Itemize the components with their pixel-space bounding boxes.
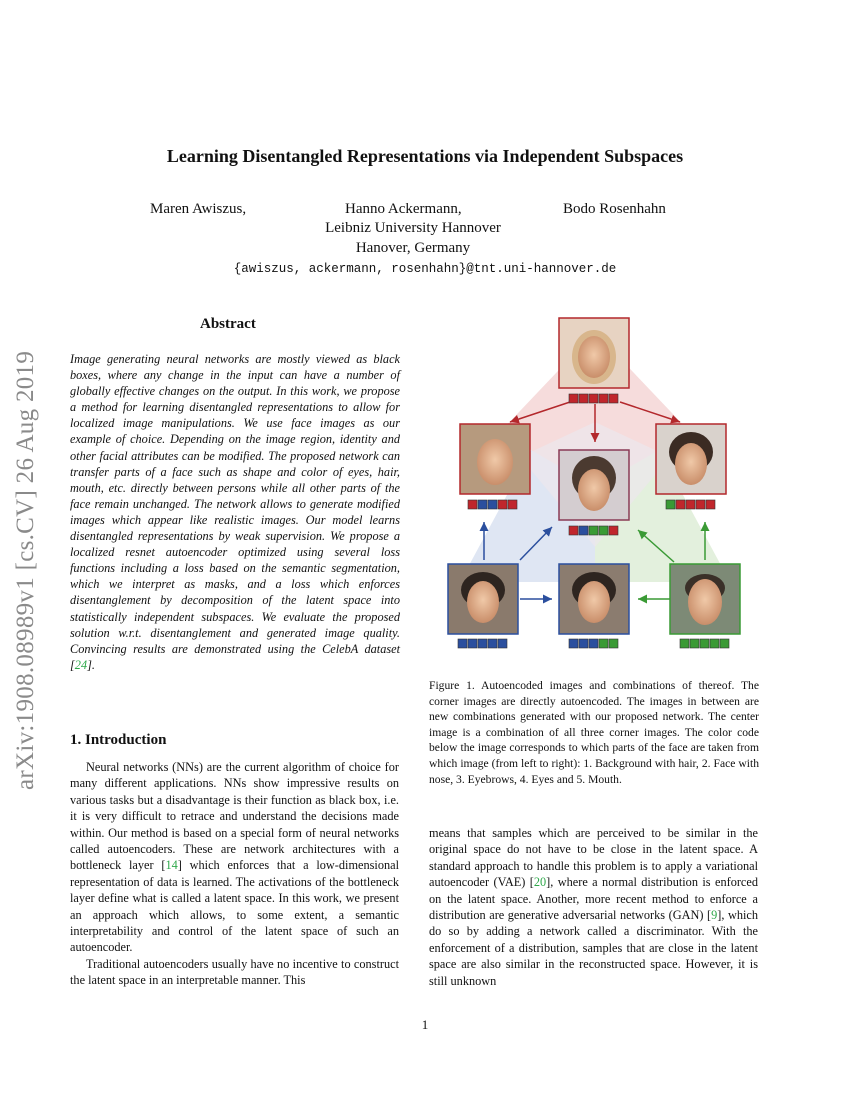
- color-code-cell: [458, 639, 467, 648]
- color-code-cell: [498, 500, 507, 509]
- intro-text: Neural networks (NNs) are the current algorithm of choice for many different applications. NNs show impressive results on various tasks but a disadvantage is their function as black box, i.e. it is very difficult to retrace and understand the decisions made within. Our method is based on a special form of neural networks called autoencoders. These are network architectures with a bottleneck layer [14] which enforces that a low-dimensional representation of data is learned. The activations of the bottleneck layer define what is called a latent space. In this work, we present an approach which allows, to some extent, a semantic interpretability and control of the latent space of such an autoencoder. Traditional autoencoders usually have no incentive to construct the latent space in an interpretable manner. This: [70, 760, 399, 988]
- color-code-cell: [508, 500, 517, 509]
- color-code-cell: [579, 526, 588, 535]
- color-code-cell: [609, 394, 618, 403]
- color-code-cell: [599, 394, 608, 403]
- arxiv-stamp: arXiv:1908.08989v1 [cs.CV] 26 Aug 2019: [12, 350, 39, 790]
- location: Hanover, Germany: [355, 240, 471, 256]
- citation-link[interactable]: 24: [74, 657, 88, 672]
- color-code-cell: [720, 639, 729, 648]
- face-image-top: [559, 318, 629, 388]
- color-code-cell: [478, 639, 487, 648]
- affiliation: Leibniz University Hannover: [325, 220, 501, 236]
- color-code-cell: [488, 639, 497, 648]
- author-emails: {awiszus, ackermann, rosenhahn}@tnt.uni-hannover.de: [233, 262, 617, 276]
- citation-link[interactable]: 20: [533, 875, 547, 890]
- color-code-cell: [579, 394, 588, 403]
- color-code-cell: [569, 639, 578, 648]
- color-code-cell: [706, 500, 715, 509]
- color-code-cell: [696, 500, 705, 509]
- color-code-cell: [599, 639, 608, 648]
- color-code-cell: [710, 639, 719, 648]
- color-code-cell: [690, 639, 699, 648]
- color-code-cell: [676, 500, 685, 509]
- author-2: Hanno Ackermann,: [345, 201, 462, 217]
- color-code-cell: [589, 639, 598, 648]
- author-3: Bodo Rosenhahn: [563, 201, 666, 217]
- face-image-center: [559, 450, 629, 520]
- section-heading-introduction: 1. Introduction: [70, 732, 167, 748]
- color-code-cell: [609, 639, 618, 648]
- color-code-cell: [569, 394, 578, 403]
- author-1: Maren Awiszus,: [150, 201, 247, 217]
- color-code-cell: [589, 526, 598, 535]
- face-image-mid-left: [460, 424, 530, 494]
- figure-caption: Figure 1. Autoencoded images and combinations of thereof. The corner images are directly autoencoded. The images in between are new combinations generated with our proposed network. The center image is a combination of all three corner images. The color code below the image corresponds to which parts of the face are taken from which image (from left to right): 1. Background with hair, 2. Face with nose, 3. Eyebrows, 4. Eyes and 5. Mouth.: [429, 679, 759, 786]
- color-code-cell: [700, 639, 709, 648]
- abstract-heading: Abstract: [200, 316, 256, 332]
- paper-title: Learning Disentangled Representations via Independent Subspaces: [166, 146, 684, 166]
- color-code-cell: [680, 639, 689, 648]
- color-code-cell: [686, 500, 695, 509]
- color-code-cell: [599, 526, 608, 535]
- face-image-bottom-center: [559, 564, 629, 634]
- right-column-text: means that samples which are perceived to be similar in the original space do not have to be close in the latent space. A standard approach to handle this problem is to apply a variational autoencoder (VAE) [20], where a normal distribution is enforced on the latent space. Another, more recent method to enforce a distribution are generative adversarial networks (GAN) [9], which do so by adding a network called a discriminator. With the enforcement of a distribution, samples that are close in the latent space are also similar in the reconstructed space. However, it is still unknown: [429, 826, 759, 988]
- color-code-cell: [569, 526, 578, 535]
- color-code-cell: [468, 639, 477, 648]
- figure-1: [440, 312, 750, 657]
- color-code-cell: [666, 500, 675, 509]
- color-code-cell: [488, 500, 497, 509]
- abstract-text: Image generating neural networks are mostly viewed as black boxes, where any change in the input can have a number of globally effective changes on the output. In this work, we propose a method for learning disentangled representations to allow for localized image manipulations. We use face images as our example of choice. Depending on the image region, identity and other facial attributes can be modified. The proposed network can transfer parts of a face such as shape and color of eyes, hair, mouth, etc. directly between persons while all other parts of the face remain unchanged. The network allows to generate modified images which appear like realistic images. Our model learns disentangled representations by weak supervision. We propose a localized resnet autoencoder optimized using several loss functions including a loss based on the semantic segmentation, which we interpret as masks, and a loss which enforces disentanglement by decomposition of the latent space into statistically independent subspaces. We evaluate the proposed solution w.r.t. disentanglement and generated image quality. Convincing results are demonstrated using the CelebA dataset [24].: [70, 352, 400, 672]
- color-code-cell: [609, 526, 618, 535]
- page-number: 1: [421, 1017, 429, 1032]
- color-code-cell: [589, 394, 598, 403]
- color-code-cell: [579, 639, 588, 648]
- color-code-cell: [478, 500, 487, 509]
- face-image-mid-right: [656, 424, 726, 494]
- citation-link[interactable]: 14: [165, 858, 178, 873]
- face-image-bottom-left: [448, 564, 518, 634]
- color-code-cell: [468, 500, 477, 509]
- color-code-cell: [498, 639, 507, 648]
- face-image-bottom-right: [670, 564, 740, 634]
- citation-link[interactable]: 9: [711, 908, 718, 923]
